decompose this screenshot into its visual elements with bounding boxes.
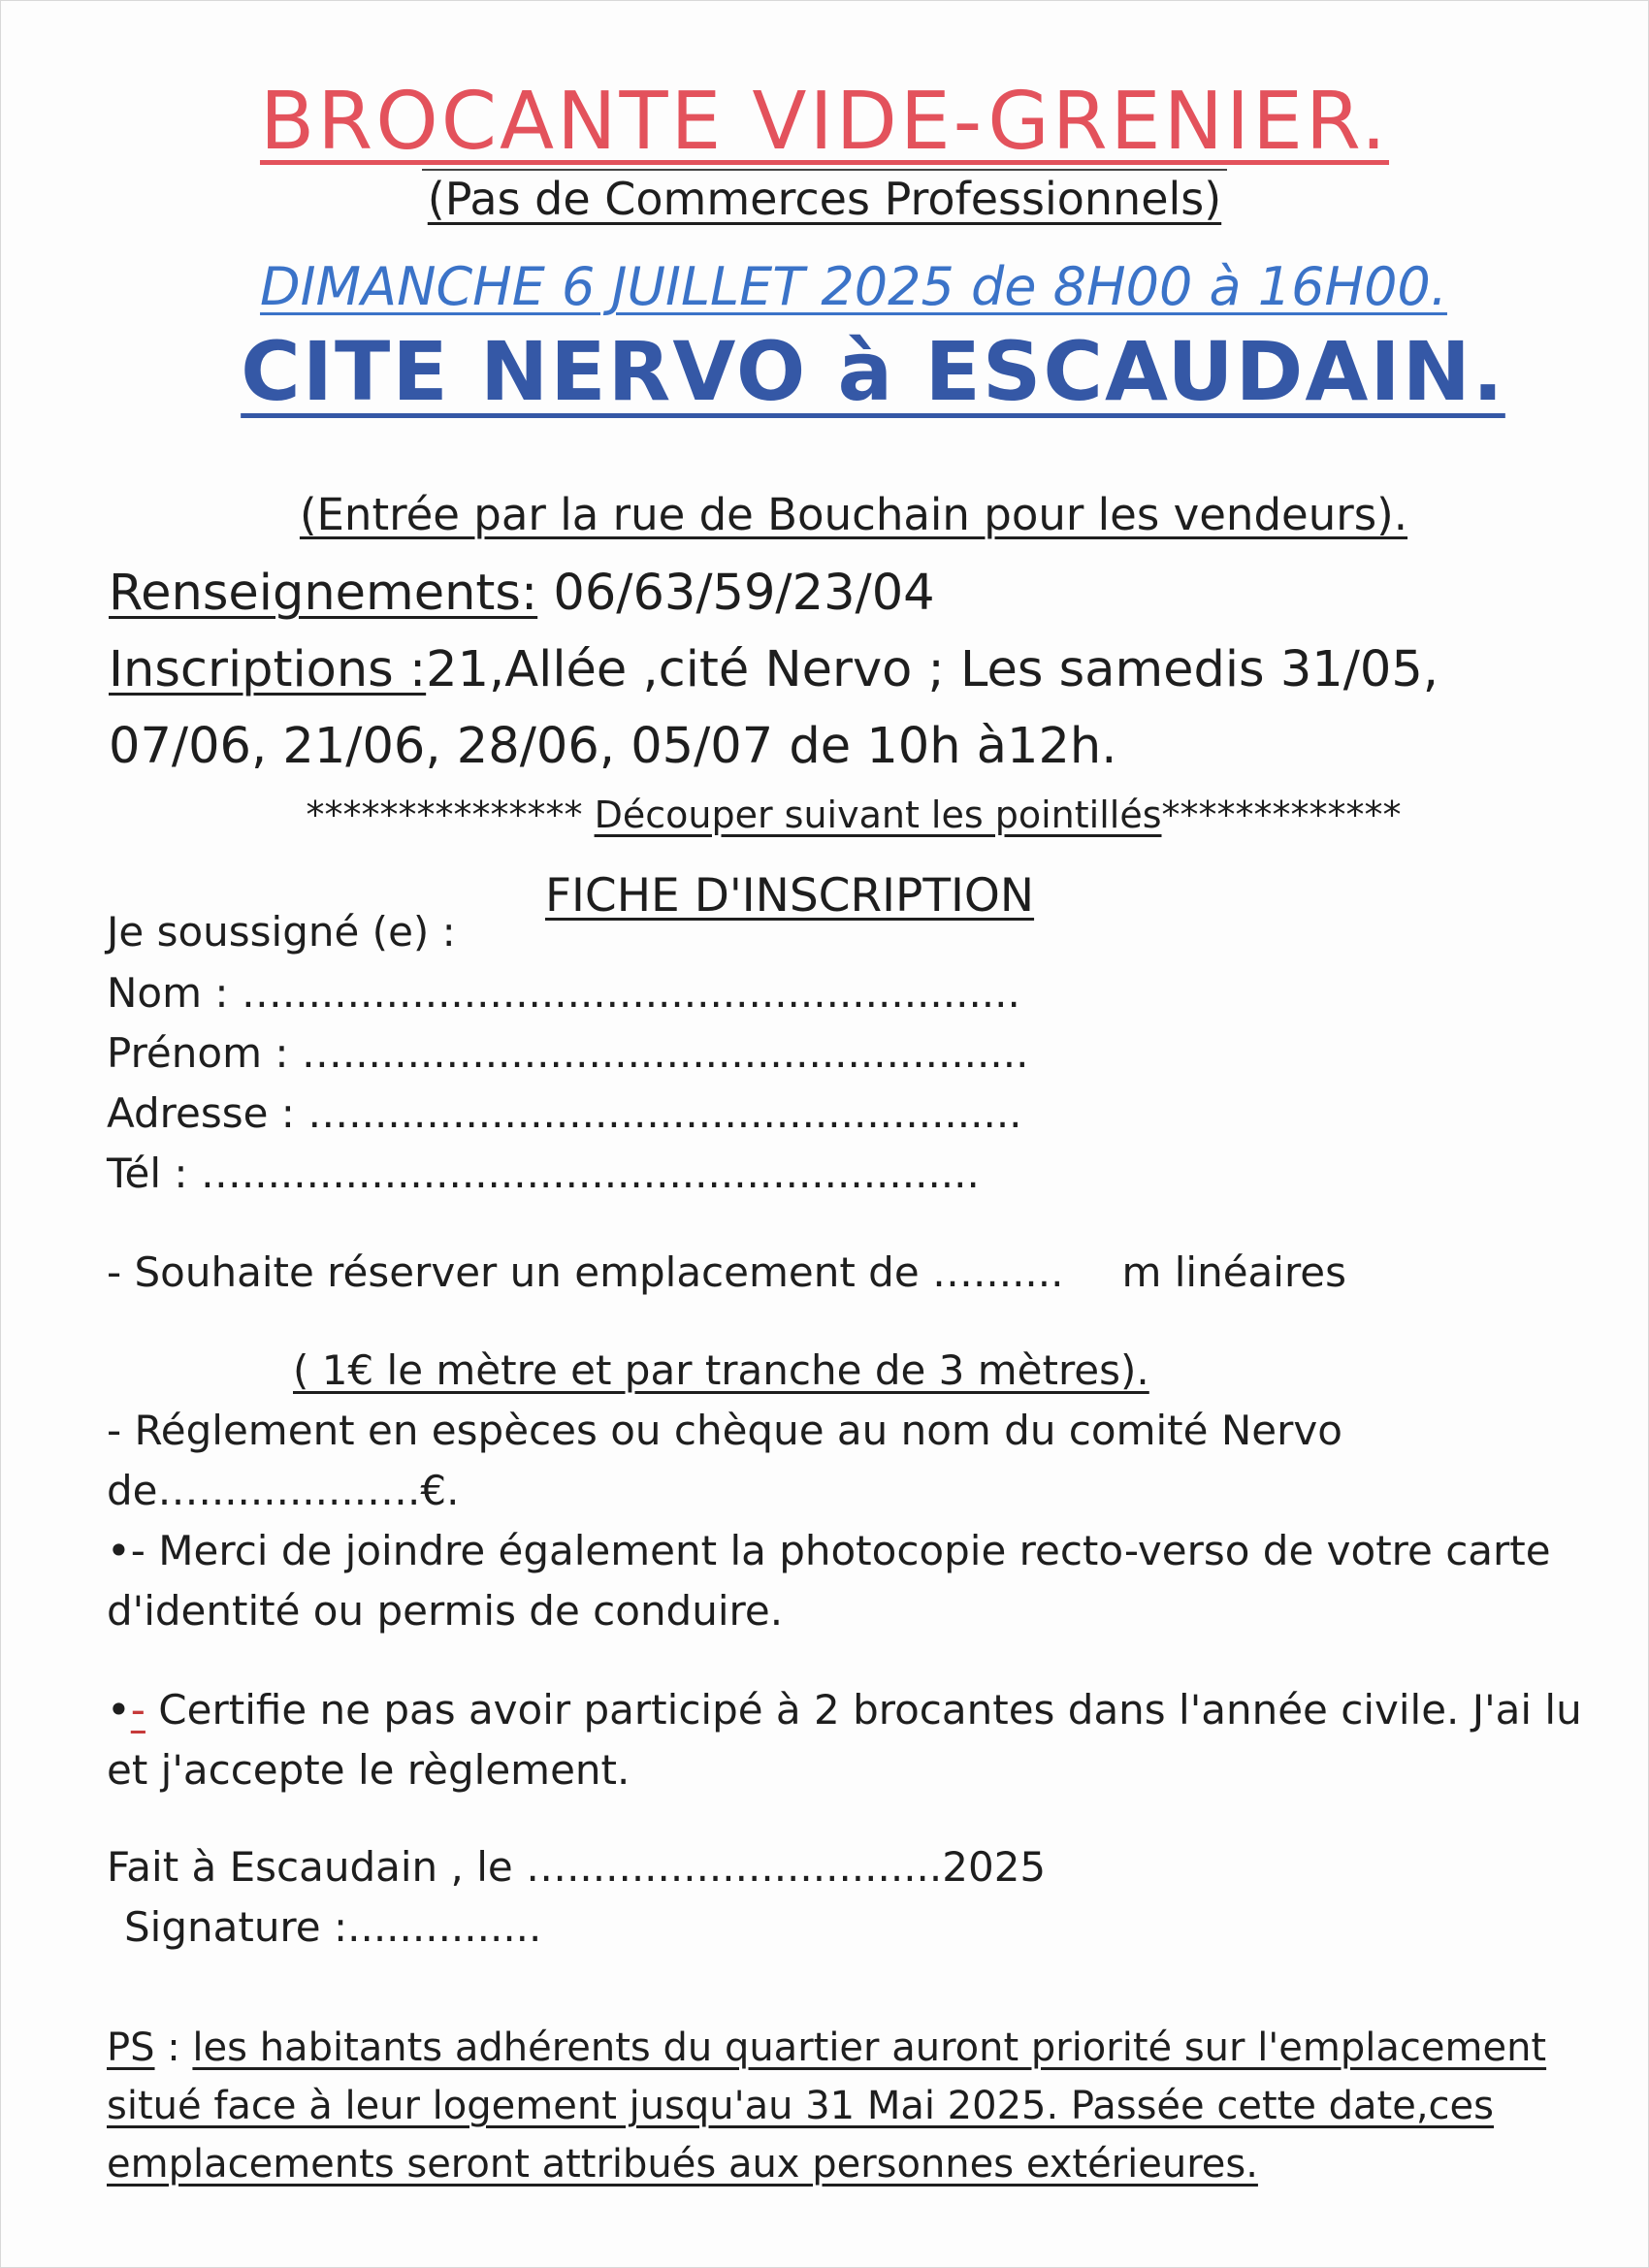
event-date: DIMANCHE 6 JUILLET 2025 de 8H00 à 16H00.: [260, 256, 1447, 317]
inscriptions-dates: 07/06, 21/06, 28/06, 05/07 de 10h à12h.: [109, 718, 1117, 775]
ps-line-1: PS : les habitants adhérents du quartier auront priorité sur l'emplacement: [107, 2025, 1547, 2070]
inscriptions-label: Inscriptions :: [109, 641, 427, 698]
certifie-line-2: et j'accepte le règlement.: [107, 1746, 630, 1794]
event-location: CITE NERVO à ESCAUDAIN.: [241, 324, 1505, 419]
no-professionals-note: (Pas de Commerces Professionnels): [0, 173, 1649, 225]
renseignements-phone: 06/63/59/23/04: [537, 565, 935, 622]
fait-a-line: Fait à Escaudain , le ….............................2025: [107, 1843, 1047, 1891]
signature-line: Signature :...............: [124, 1903, 542, 1951]
nom-field: Nom : ….........................................................: [107, 969, 1020, 1017]
cut-line: *************** Découper suivant les pointillés*************: [306, 794, 1402, 836]
piece-identite-line-2: d'identité ou permis de conduire.: [107, 1587, 784, 1635]
renseignements-label: Renseignements:: [109, 565, 538, 622]
reglement-line-1: - Réglement en espèces ou chèque au nom du comité Nervo: [107, 1407, 1342, 1454]
inscriptions-address: 21,Allée ,cité Nervo ; Les samedis 31/05,: [426, 641, 1439, 698]
prenom-field: Prénom : ….....................................................: [107, 1029, 1029, 1077]
reglement-amount: de….............….€.: [107, 1467, 460, 1514]
piece-identite-line-1: •- Merci de joindre également la photocopie recto-verso de votre carte: [107, 1527, 1551, 1574]
ps-label: PS: [107, 2025, 155, 2070]
cut-label: Découper suivant les pointillés: [594, 794, 1162, 836]
tel-field: Tél : ….........................................................: [107, 1150, 980, 1197]
inscriptions-line: [109, 641, 1439, 698]
renseignements-line: [109, 565, 935, 622]
entry-note: (Entrée par la rue de Bouchain pour les vendeurs).: [299, 489, 1408, 540]
ps-line-2: situé face à leur logement jusqu'au 31 Mai 2025. Passée cette date,ces: [107, 2084, 1494, 2128]
adresse-field: Adresse : …....................................................: [107, 1089, 1022, 1137]
tarif-note: ( 1€ le mètre et par tranche de 3 mètres).: [293, 1346, 1149, 1394]
soussigne-label: Je soussigné (e) :: [107, 908, 456, 956]
form-title: FICHE D'INSCRIPTION: [545, 869, 1035, 923]
emplacement-line: - Souhaite réserver un emplacement de …....... m linéaires: [107, 1248, 1347, 1296]
event-title: BROCANTE VIDE-GRENIER.: [259, 76, 1390, 168]
certifie-line-1: •- Certifie ne pas avoir participé à 2 brocantes dans l'année civile. J'ai lu: [107, 1686, 1582, 1733]
ps-line-3: emplacements seront attribués aux personnes extérieures.: [107, 2142, 1258, 2187]
